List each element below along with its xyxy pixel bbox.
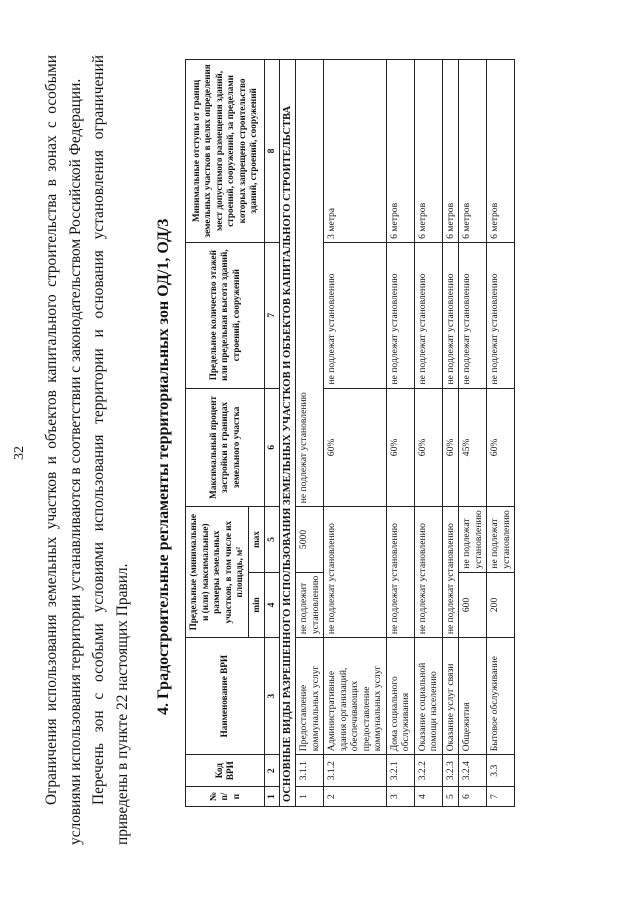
table-row xyxy=(386,60,414,807)
row-setback: 6 метров xyxy=(487,60,515,243)
table-row xyxy=(324,60,387,807)
row-floors: не подлежат установлению xyxy=(442,242,459,388)
row-num: 4 xyxy=(414,787,442,807)
row-num: 7 xyxy=(487,787,515,807)
row-code: 3.2.4 xyxy=(459,755,487,787)
col-number: 6 xyxy=(265,388,280,507)
row-name: Предоставление коммунальных услуг xyxy=(296,638,324,755)
column-number-row xyxy=(265,60,280,807)
section-heading: 4. Градостроительные регламенты территориальных зон ОД/1, ОД/3 xyxy=(155,218,172,715)
row-num: 1 xyxy=(296,787,324,807)
col-number: 8 xyxy=(265,60,280,243)
row-name: Оказание социальной помощи населению xyxy=(414,638,442,755)
row-max: не подлежат установлению xyxy=(487,507,515,572)
row-code: 3.1.2 xyxy=(324,755,387,787)
section-row xyxy=(279,60,296,807)
row-percent: 60% xyxy=(386,388,414,507)
row-setback: 6 метров xyxy=(459,60,487,243)
header-row xyxy=(186,60,249,807)
row-code: 3.2.3 xyxy=(442,755,459,787)
row-max: не подлежат установлению xyxy=(459,507,487,572)
row-percent: 45% xyxy=(459,388,487,507)
row-name: Дома социального обслуживания xyxy=(386,638,414,755)
row-setback: 6 метров xyxy=(414,60,442,243)
table-row xyxy=(296,60,324,807)
row-floors: не подлежат установлению xyxy=(487,242,515,388)
col-number: 1 xyxy=(265,787,280,807)
table-row xyxy=(442,60,459,807)
row-area: не подлежат установлению xyxy=(386,507,414,638)
row-setback: 3 метра xyxy=(324,60,387,243)
header-name: Наименование ВРИ xyxy=(186,638,265,755)
header-max: max xyxy=(248,507,265,572)
row-name: Оказание услуг связи xyxy=(442,638,459,755)
table-row xyxy=(459,60,487,807)
row-num: 5 xyxy=(442,787,459,807)
header-setback: Минимальные отступы от границ земельных участков в целях определения мест допустимого размещения зданий, строений, сооружений, за пределами которых запрещено строительство зданий, строений, сооружений xyxy=(186,60,265,243)
header-floors: Предельное количество этажей или предельная высота зданий, строений, сооружений xyxy=(186,242,265,388)
page-number: 32 xyxy=(12,446,27,460)
header-num: № п/п xyxy=(186,787,265,807)
row-floors: не подлежат установлению xyxy=(324,242,387,388)
paragraph-restrictions: Ограничения использования земельных участков и объектов капитального строительства в зонах с особыми условиями использования территории устанавливаются в соответствии с законодательством Российской Федерации. xyxy=(43,55,84,845)
row-percent: 60% xyxy=(487,388,515,507)
regulations-table xyxy=(185,59,515,807)
col-number: 5 xyxy=(265,507,280,572)
paragraph-zone-list: Перечень зон с особыми условиями использования территории и основания установления ограничений приведены в пункте 22 настоящих Правил. xyxy=(90,55,131,845)
row-max: 5000 xyxy=(296,507,324,572)
section-title: ОСНОВНЫЕ ВИДЫ РАЗРЕШЕННОГО ИСПОЛЬЗОВАНИЯ ЗЕМЕЛЬНЫХ УЧАСТКОВ И ОБЪЕКТОВ КАПИТАЛЬНОГО СТРОИТЕЛЬСТВА xyxy=(279,60,296,807)
col-number: 2 xyxy=(265,755,280,787)
row-percent: 60% xyxy=(442,388,459,507)
row-num: 2 xyxy=(324,787,387,807)
row-setback: 6 метров xyxy=(442,60,459,243)
body-text xyxy=(40,55,134,845)
row-code: 3.2.2 xyxy=(414,755,442,787)
row-name: Общежития xyxy=(459,638,487,755)
row-num: 3 xyxy=(386,787,414,807)
row-floors: не подлежат установлению xyxy=(386,242,414,388)
row-area: не подлежат установлению xyxy=(442,507,459,638)
col-number: 3 xyxy=(265,638,280,755)
table-row xyxy=(487,60,515,807)
row-floors: не подлежат установлению xyxy=(414,242,442,388)
row-name: Административные здания организаций, обеспечивающих предоставление коммунальных услуг xyxy=(324,638,387,755)
row-area: не подлежат установлению xyxy=(324,507,387,638)
header-min: min xyxy=(248,572,265,637)
row-code: 3.1.1 xyxy=(296,755,324,787)
row-num: 6 xyxy=(459,787,487,807)
row-area: не подлежат установлению xyxy=(414,507,442,638)
header-percent: Максимальный процент застройки в границах земельного участка xyxy=(186,388,265,507)
table-row xyxy=(414,60,442,807)
row-percent: 60% xyxy=(324,388,387,507)
row-min: 200 xyxy=(487,572,515,637)
col-number: 7 xyxy=(265,242,280,388)
row-min: 600 xyxy=(459,572,487,637)
row-rest: не подлежат установлению xyxy=(296,60,324,507)
row-setback: 6 метров xyxy=(386,60,414,243)
col-number: 4 xyxy=(265,572,280,637)
row-name: Бытовое обслуживание xyxy=(487,638,515,755)
header-code: Код ВРИ xyxy=(186,755,265,787)
row-code: 3.3 xyxy=(487,755,515,787)
header-area: Предельные (минимальные и (или) максимальные) размеры земельных участков, в том числе их площадь, м² xyxy=(186,507,249,638)
row-percent: 60% xyxy=(414,388,442,507)
row-code: 3.2.1 xyxy=(386,755,414,787)
row-floors: не подлежат установлению xyxy=(459,242,487,388)
row-min: не подлежит установлению xyxy=(296,572,324,637)
